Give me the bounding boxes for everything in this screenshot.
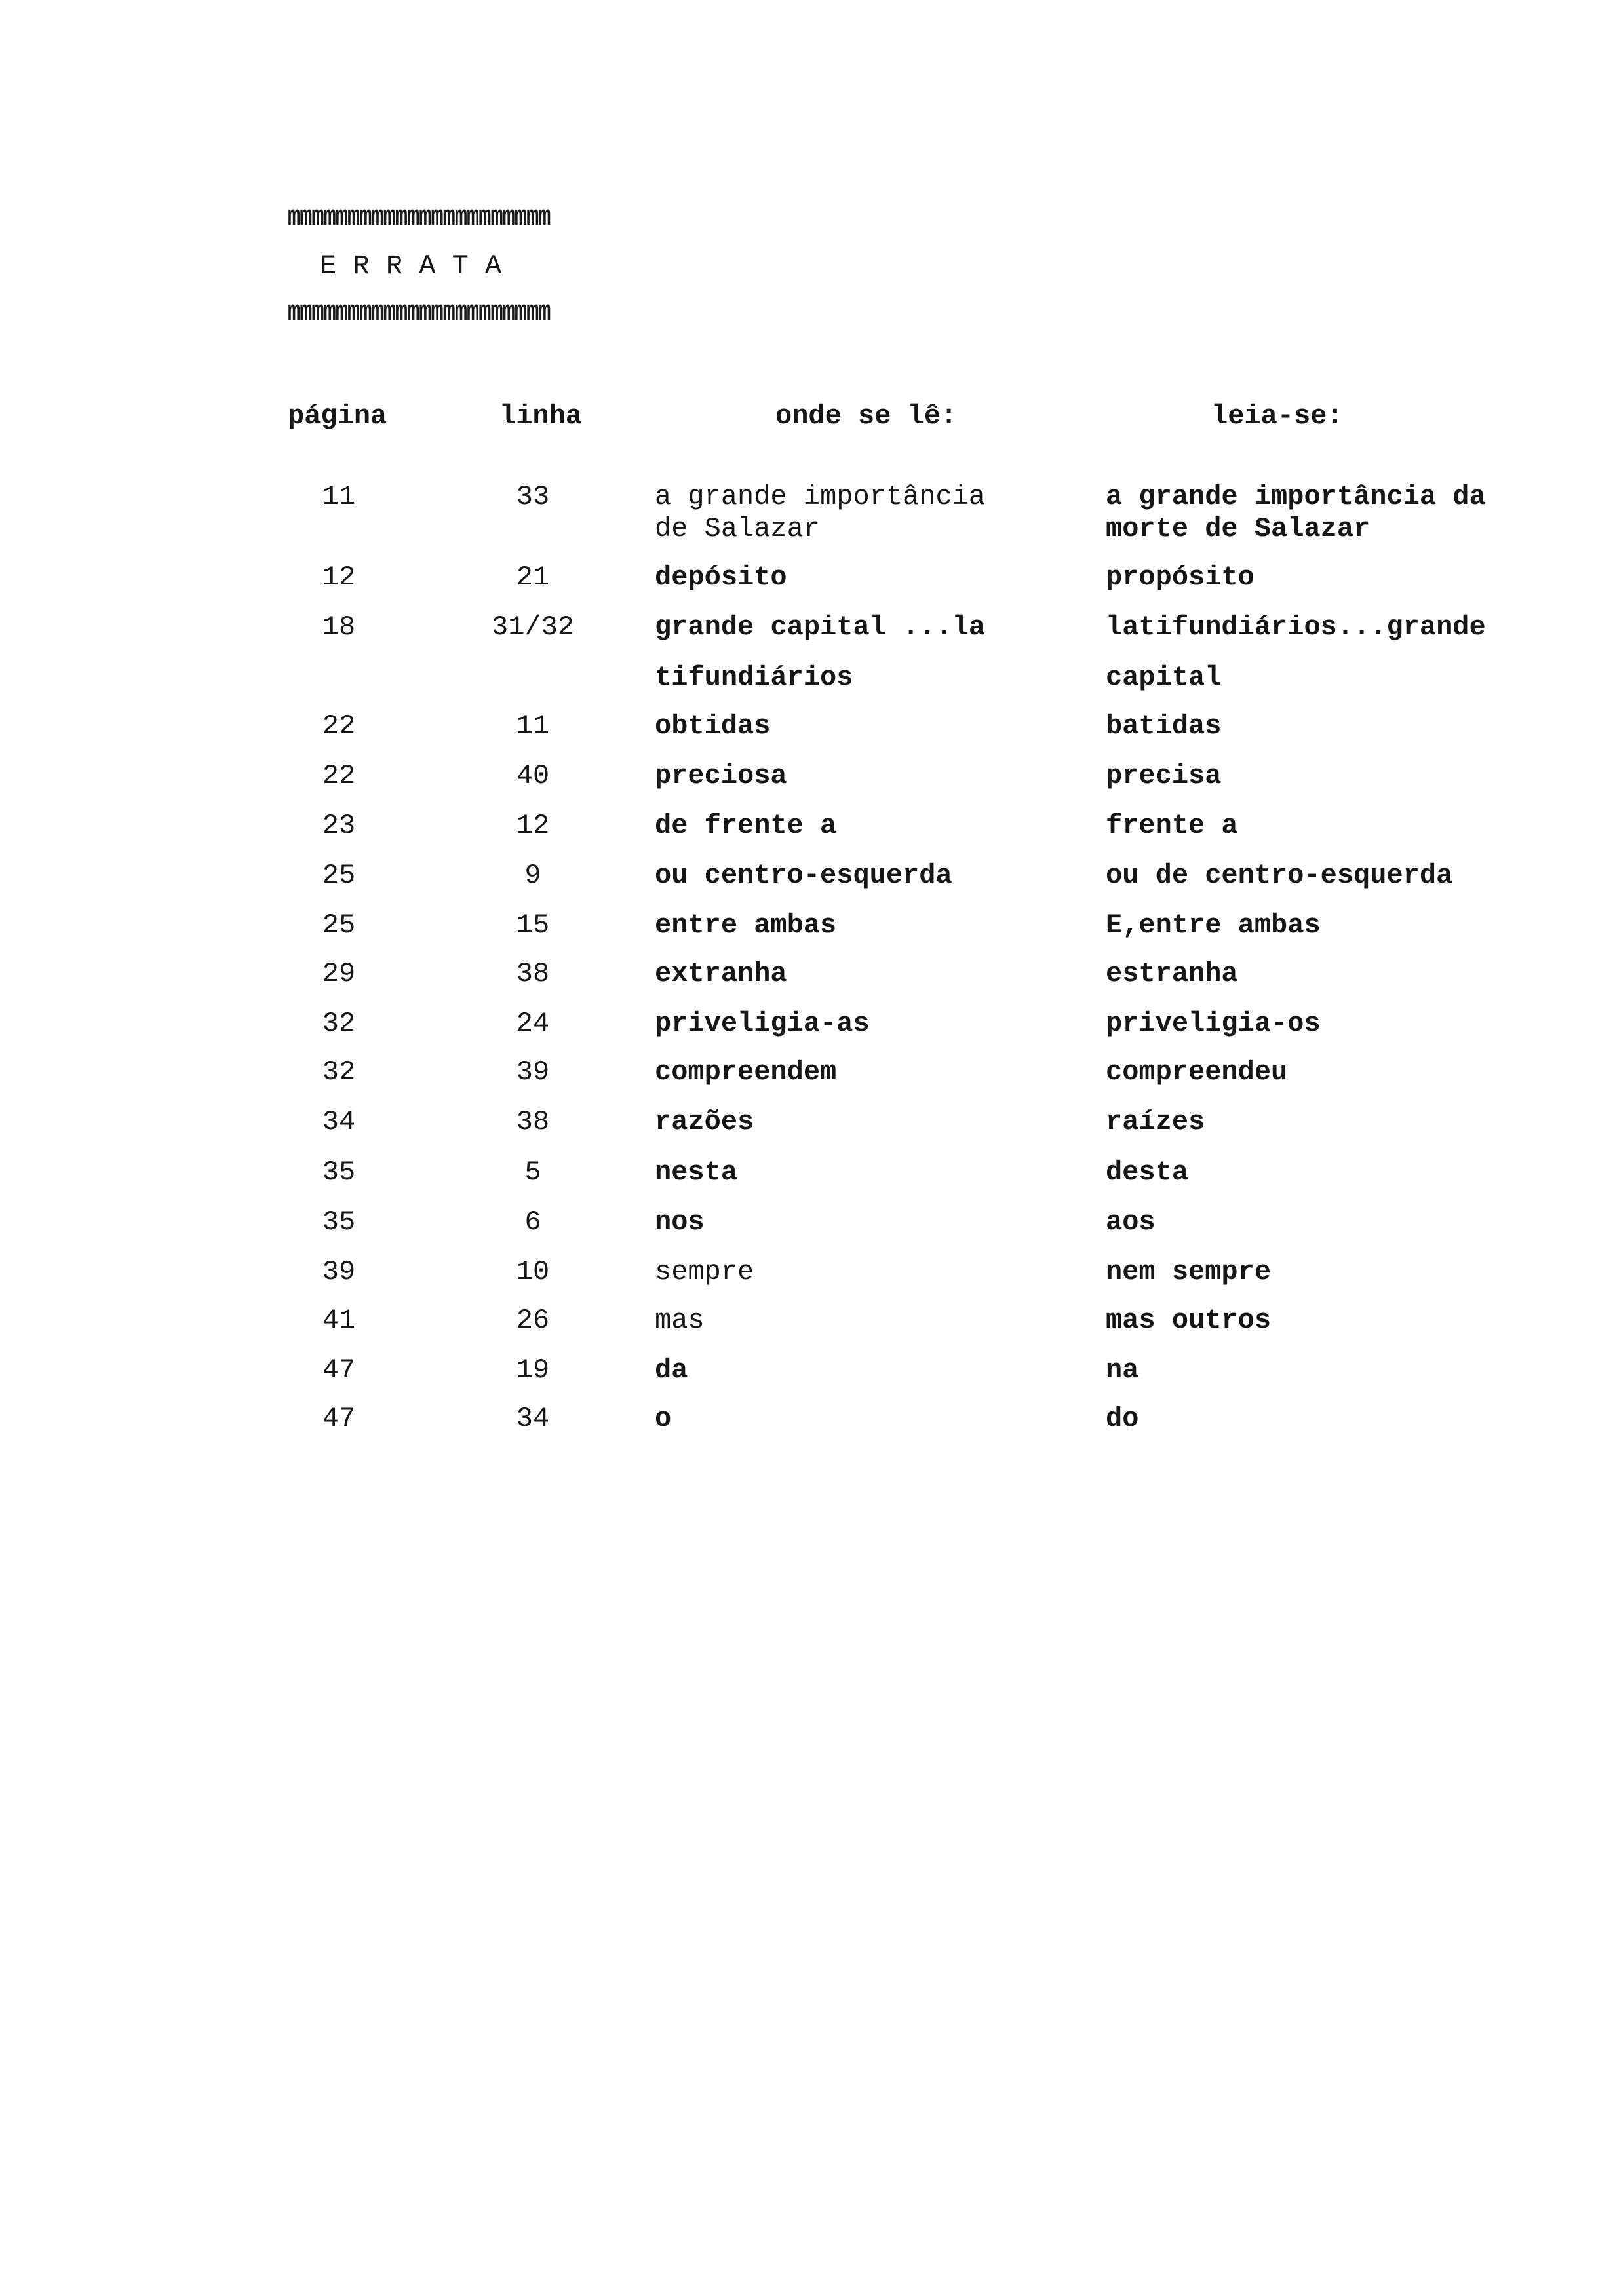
leia-se-line: priveligia-os — [1106, 1008, 1321, 1039]
leia-se-line: na — [1106, 1354, 1139, 1386]
page-number-cell: 32 — [322, 1008, 356, 1039]
leia-se-line: aos — [1106, 1206, 1156, 1238]
page-number-cell: 34 — [322, 1106, 356, 1138]
page-number-cell: 29 — [322, 958, 356, 989]
line-number-cell: 6 — [524, 1206, 541, 1238]
page-number-cell: 22 — [322, 710, 356, 742]
line-number-cell: 9 — [524, 860, 541, 891]
leia-se-line: raízes — [1106, 1106, 1205, 1138]
leia-se-line: estranha — [1106, 958, 1238, 989]
page-number-cell: 25 — [322, 909, 356, 941]
bottom-typed-rule: mmmmmmmmmmmmmmmmmmmmmm — [288, 296, 551, 329]
line-number-cell: 12 — [516, 810, 550, 841]
header-leia-se: leia-se: — [1211, 400, 1344, 432]
page-number-cell: 35 — [322, 1157, 356, 1188]
line-number-cell: 38 — [516, 1106, 550, 1138]
leia-se-line: E,entre ambas — [1106, 909, 1321, 941]
leia-se-line: desta — [1106, 1157, 1189, 1188]
onde-se-le-line: mas — [655, 1305, 705, 1336]
onde-se-le-line: a grande importância — [655, 481, 986, 512]
page-number-cell: 41 — [322, 1305, 356, 1336]
onde-se-le-line: priveligia-as — [655, 1008, 870, 1039]
onde-se-le-line: sempre — [655, 1256, 754, 1288]
page-number-cell: 12 — [322, 562, 356, 593]
header-pagina: página — [288, 400, 387, 432]
top-typed-rule: mmmmmmmmmmmmmmmmmmmmmm — [288, 201, 551, 234]
onde-se-le-line: de frente a — [655, 810, 837, 841]
line-number-cell: 39 — [516, 1056, 550, 1088]
leia-se-line: mas outros — [1106, 1305, 1272, 1336]
page-number-cell: 32 — [322, 1056, 356, 1088]
line-number-cell: 24 — [516, 1008, 550, 1039]
line-number-cell: 34 — [516, 1403, 550, 1434]
page-number-cell: 11 — [322, 481, 356, 512]
line-number-cell: 33 — [516, 481, 550, 512]
leia-se-line: compreendeu — [1106, 1056, 1288, 1088]
leia-se-line: precisa — [1106, 760, 1222, 792]
page-number-cell: 23 — [322, 810, 356, 841]
onde-se-le-line: entre ambas — [655, 909, 837, 941]
onde-se-le-line: razões — [655, 1106, 754, 1138]
page-number-cell: 22 — [322, 760, 356, 792]
onde-se-le-line: o — [655, 1403, 672, 1434]
header-linha: linha — [499, 400, 583, 432]
line-number-cell: 10 — [516, 1256, 550, 1288]
onde-se-le-line: de Salazar — [655, 513, 821, 545]
page-number-cell: 35 — [322, 1206, 356, 1238]
page-number-cell: 39 — [322, 1256, 356, 1288]
page-number-cell: 25 — [322, 860, 356, 891]
onde-se-le-line: compreendem — [655, 1056, 837, 1088]
leia-se-line: frente a — [1106, 810, 1238, 841]
leia-se-line: do — [1106, 1403, 1139, 1434]
leia-se-line: propósito — [1106, 562, 1255, 593]
onde-se-le-line: extranha — [655, 958, 787, 989]
errata-title: E R R A T A — [320, 250, 502, 282]
line-number-cell: 21 — [516, 562, 550, 593]
onde-se-le-line: depósito — [655, 562, 787, 593]
header-onde-se-le: onde se lê: — [775, 400, 958, 432]
line-number-cell: 5 — [524, 1157, 541, 1188]
page-number-cell: 47 — [322, 1403, 356, 1434]
onde-se-le-line: ou centro-esquerda — [655, 860, 952, 891]
line-number-cell: 40 — [516, 760, 550, 792]
line-number-cell: 38 — [516, 958, 550, 989]
leia-se-line: batidas — [1106, 710, 1222, 742]
leia-se-line: latifundiários...grande — [1106, 611, 1486, 643]
onde-se-le-line: nesta — [655, 1157, 738, 1188]
leia-se-line: capital — [1106, 662, 1222, 693]
onde-se-le-line: da — [655, 1354, 688, 1386]
page-number-cell: 47 — [322, 1354, 356, 1386]
line-number-cell: 15 — [516, 909, 550, 941]
onde-se-le-line: preciosa — [655, 760, 787, 792]
line-number-cell: 11 — [516, 710, 550, 742]
onde-se-le-line: tifundiários — [655, 662, 853, 693]
line-number-cell: 26 — [516, 1305, 550, 1336]
onde-se-le-line: obtidas — [655, 710, 771, 742]
leia-se-line: nem sempre — [1106, 1256, 1272, 1288]
line-number-cell: 31/32 — [491, 611, 575, 643]
onde-se-le-line: grande capital ...la — [655, 611, 986, 643]
line-number-cell: 19 — [516, 1354, 550, 1386]
leia-se-line: a grande importância da — [1106, 481, 1486, 512]
page-number-cell: 18 — [322, 611, 356, 643]
leia-se-line: ou de centro-esquerda — [1106, 860, 1453, 891]
leia-se-line: morte de Salazar — [1106, 513, 1371, 545]
onde-se-le-line: nos — [655, 1206, 705, 1238]
